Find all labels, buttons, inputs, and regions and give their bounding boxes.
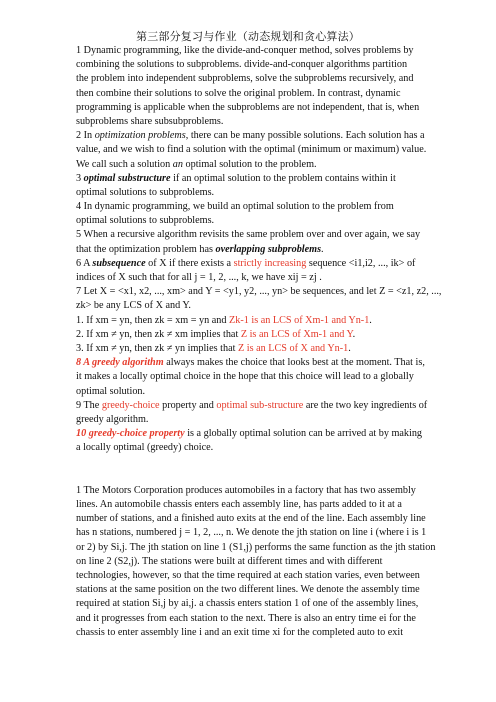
text-run: are the two key ingredients of <box>303 399 428 411</box>
text-line: chassis to enter assembly line i and an exit time xi for the completed auto to exit <box>76 626 404 638</box>
text-line: value, and we wish to find a solution with the optimal (minimum or maximum) value. <box>76 144 427 156</box>
term-emphasis: optimization problems <box>94 130 186 142</box>
paragraph-gap <box>76 455 421 469</box>
text-line <box>76 314 421 328</box>
text-line: and it progresses from each station to the next. There is also an entry time ei for the <box>76 612 416 624</box>
text-run: that the optimization problem has <box>76 243 216 255</box>
text-line <box>76 172 421 186</box>
review-notes <box>76 44 442 640</box>
text-line: a locally optimal (greedy) choice. <box>76 442 214 454</box>
page-title: 第三部分复习与作业（动态规划和贪心算法） <box>136 31 360 43</box>
text-run: . <box>321 243 324 255</box>
text-line <box>76 342 421 356</box>
text-run: property and <box>159 399 217 411</box>
highlight-text: 10 greedy-choice property <box>76 428 185 440</box>
text-run: 2 In <box>76 130 95 142</box>
text-run: . <box>348 342 351 354</box>
text-line <box>76 257 421 271</box>
text-run: 9 The <box>76 399 102 411</box>
text-line <box>76 158 421 172</box>
text-line: indices of X such that for all j = 1, 2, ..., k, we have xij = zj . <box>76 272 322 283</box>
text-line: optimal solutions to subproblems. <box>76 186 215 198</box>
text-line: combining the solutions to subproblems. divide-and-conquer algorithms partition <box>76 59 408 71</box>
text-run: 6 A <box>76 257 93 269</box>
text-line <box>76 356 425 370</box>
text-line: the problem into independent subproblems, solve the subproblems recursively, and <box>76 73 414 85</box>
text-line: required at station Si,j by ai,j. a chassis enters station 1 of one of the assembly lines, <box>76 598 419 610</box>
text-line: on line 2 (S2,j). The stations were built at different times and with different <box>76 555 383 567</box>
text-run: We call such a solution <box>76 158 173 170</box>
text-line: 4 In dynamic programming, we build an optimal solution to the problem from <box>76 201 394 213</box>
highlight-text: Zk-1 is an LCS of Xm-1 and Yn-1 <box>229 314 370 326</box>
text-line: subproblems share subsubproblems. <box>76 115 224 127</box>
text-run: optimal solution to the problem. <box>182 158 317 170</box>
text-line: lines. An automobile chassis enters each assembly line, has parts added to it at a <box>76 499 402 510</box>
text-line: optimal solution. <box>76 385 146 397</box>
term-emphasis: overlapping subproblems <box>215 243 322 255</box>
text-line: zk> be any LCS of X and Y. <box>76 300 191 312</box>
text-line <box>76 399 428 413</box>
text-run: . <box>369 314 372 326</box>
term-emphasis: subsequence <box>92 257 146 269</box>
text-run: 3. If xm ≠ yn, then zk ≠ yn implies that <box>76 342 238 354</box>
text-run: if an optimal solution to the problem contains within it <box>170 172 396 184</box>
text-line: or 2) by Si,j. The jth station on line 1 (S1,j) performs the same function as the jth station <box>76 541 436 553</box>
text-line: programming is applicable when the subproblems are not independent, that is, when <box>76 101 420 113</box>
text-line <box>76 243 421 257</box>
term-emphasis: optimal substructure <box>83 172 171 184</box>
text-run: 1. If xm = yn, then zk = xm = yn and <box>76 314 230 326</box>
text-run: . <box>352 328 356 340</box>
text-run: 3 <box>76 172 84 184</box>
text-line <box>76 328 421 342</box>
text-line: then combine their solutions to solve the original problem. In contrast, dynamic <box>76 87 401 99</box>
text-line: stations at the same position on the two different lines. We denote the assembly time <box>76 584 420 596</box>
text-line: it makes a locally optimal choice in the hope that this choice will lead to a globally <box>76 371 414 383</box>
text-run: is a globally optimal solution can be arrived at by making <box>184 428 423 440</box>
text-line: 1 Dynamic programming, like the divide-and-conquer method, solves problems by <box>76 45 414 56</box>
highlight-text: Z is an LCS of X and Yn-1 <box>238 342 349 354</box>
text-line: has n stations, numbered j = 1, 2, ..., n. We denote the jth station on line i (where i is 1 <box>76 527 427 539</box>
highlight-text: strictly increasing <box>233 257 307 269</box>
highlight-text: greedy-choice <box>101 399 160 411</box>
highlight-text: 8 A greedy algorithm <box>76 357 164 369</box>
text-line: technologies, however, so that the time required at each station varies, even between <box>76 569 420 581</box>
paragraph-gap <box>76 470 421 484</box>
highlight-text: Z is an LCS of Xm-1 and Y <box>240 328 353 340</box>
text-line: optimal solutions to subproblems. <box>76 215 215 227</box>
text-run: , there can be many possible solutions. Each solution has a <box>185 130 425 142</box>
text-line: number of stations, and a finished auto exits at the end of the line. Each assembly line <box>76 513 426 525</box>
text-run: sequence <i1,i2, ..., ik> of <box>306 257 416 269</box>
text-run: always makes the choice that looks best at the moment. That is, <box>163 357 425 369</box>
text-line <box>76 129 425 143</box>
text-line: 5 When a recursive algorithm revisits the same problem over and over again, we say <box>76 229 421 241</box>
text-run: 2. If xm ≠ yn, then zk ≠ xm implies that <box>76 328 241 340</box>
text-line: greedy algorithm. <box>76 413 149 425</box>
term-emphasis: an <box>172 158 183 170</box>
text-line: 1 The Motors Corporation produces automobiles in a factory that has two assembly <box>76 484 416 496</box>
text-line <box>76 427 421 441</box>
text-run: of X if there exists a <box>145 257 234 269</box>
highlight-text: optimal sub-structure <box>216 399 304 411</box>
text-line: 7 Let X = <x1, x2, ..., xm> and Y = <y1, y2, ..., yn> be sequences, and let Z = <z1, z2, ..., <box>76 286 442 298</box>
